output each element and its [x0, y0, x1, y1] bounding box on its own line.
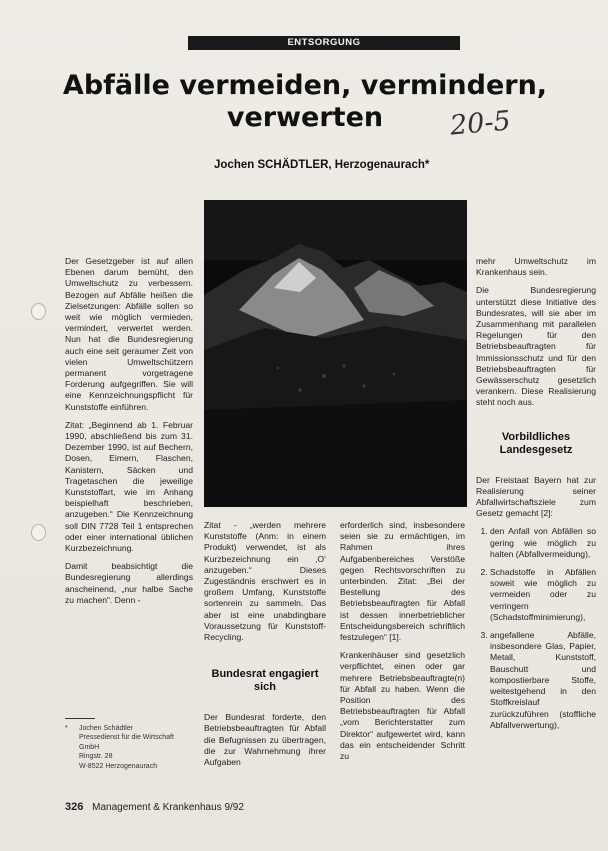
footnote-line: Ringstr. 28: [79, 753, 113, 761]
journal-name: Management & Krankenhaus 9/92: [92, 802, 244, 813]
page-number: 326: [65, 801, 84, 813]
goals-list: [476, 526, 596, 730]
footnote-line: GmbH: [79, 743, 100, 751]
paragraph: Der Freistaat Bayern hat zur Realisierung seiner Abfallwirtschaftsziele zum Gesetz gemacht [2]:: [476, 474, 596, 519]
list-item: 2. Schadstoffe in Abfällen soweit wie möglich zu vermeiden oder zu verringern (Schadstoffminimierung),: [490, 567, 596, 623]
column-1: [65, 256, 193, 613]
author-byline: Jochen SCHÄDTLER, Herzogenaurach*: [214, 159, 430, 171]
page-footer: [65, 801, 244, 813]
mountain-photo: [204, 200, 467, 507]
paragraph: Die Bundesregierung unterstützt diese Initiative des Bundesrates, will sie aber im Zusammenhang mit parallelen Regelungen für den Betriebsbeauftragten für Immissionsschutz und für den Betriebsbeauftragten für Gewässerschutz gesetzlich verankern. Diese Realisierung steht noch aus.: [476, 285, 596, 408]
paragraph: erforderlich sind, insbesondere seien sie zu ermächtigen, im Rahmen ihres Aufgabenbereiches Verstöße gegen Rechtsvorschriften zu unterbinden. Zitat: „Bei der Bestellung des Betriebsbeauftragten für Abfall ist dessen innerbetrieblicher Entscheidungsbereich schriftlich festzulegen“ [1].: [340, 520, 465, 643]
paragraph: Zitat: „Beginnend ab 1. Februar 1990, abschließend bis zum 31. Dezember 1990, ist auf Bechern, Dosen, Eimern, Flaschen, Kanistern, Säcken und Tragetaschen die jeweilige Kunststoffart, wie im Anhang beispielhaft beschrieben, anzugeben.“ Die Kennzeichnung soll DIN 7728 Teil 1 entsprechen oder einer international üblichen Kurzbezeichnung.: [65, 419, 193, 554]
article-title-line1: Abfälle vermeiden, vermindern,: [62, 70, 548, 101]
column-2: [204, 520, 326, 775]
article-title-line2: verwerten: [226, 102, 384, 133]
subheading-landesgesetz: Vorbildliches Landesgesetz: [499, 430, 573, 456]
footnote: [65, 724, 195, 771]
footnote-line: W-8522 Herzogenaurach: [79, 762, 158, 770]
list-item: 3. angefallene Abfälle, insbesondere Glas, Papier, Metall, Kunststoff, Bauschutt und kompostierbare Stoffe, weitestgehend in den Stoffkreislauf zurückzuführen (stoffliche Abfallverwertung),: [490, 630, 596, 731]
footnote-line: Pressedienst für die Wirtschaft: [79, 734, 174, 742]
paragraph: mehr Umweltschutz im Krankenhaus sein.: [476, 256, 596, 278]
footnote-line: Jochen Schädtler: [79, 725, 134, 732]
column-3: [340, 520, 465, 769]
paragraph: Krankenhäuser sind gesetzlich verpflichtet, einen oder gar mehrere Betriebsbeauftragte(n) für Abfall zu haben. Wenn die Position des Betriebsbeauftragten für Abfall „vom Berichterstatter zum Direktor“ aufgewertet wird, kann das ein entscheidender Schritt zu: [340, 650, 465, 762]
punch-hole-top: [31, 303, 46, 320]
punch-hole-bottom: [31, 524, 46, 541]
paragraph: Zitat - „werden mehrere Kunststoffe (Anm: in einem Produkt) verwendet, ist als Kurzbezeichnung ein ‚O‘ anzugeben.“ Dieses Zugeständnis erschwert es in großem Umfang, Kunststoffe sortenrein zu sammeln. Das aber ist eine unabdingbare Voraussetzung für Kunststoff-Recycling.: [204, 520, 326, 643]
footnote-marker: *: [65, 725, 68, 732]
paragraph: Der Bundesrat forderte, den Betriebsbeauftragten für Abfall die Befugnissen zu übertragen, die zur Wahrnehmung ihrer Aufgaben: [204, 712, 326, 768]
handwritten-note: 20-5: [448, 105, 512, 142]
paragraph: Damit beabsichtigt die Bundesregierung allerdings anscheinend, „nur halbe Sache zu machen“. Denn -: [65, 561, 193, 605]
column-4: [476, 256, 596, 738]
list-item: 1. den Anfall von Abfällen so gering wie möglich zu halten (Abfallvermeidung),: [490, 526, 596, 560]
paragraph: Der Gesetzgeber ist auf allen Ebenen darum bemüht, den Umweltschutz zu verbessern. Bezogen auf Abfälle heißen die Zielsetzungen: Abfälle sollen so weit wie möglich vermieden, vermindert, verwertet werden. Nun hat die Bundesregierung auch eine seit geraumer Zeit von vielen Umweltschützern permanent vorgetragene Forderung aufgegriffen. Sie will eine Kennzeichnungspflicht für Kunststoffe einführen.: [65, 256, 193, 412]
subheading-bundesrat: Bundesrat engagiert sich: [211, 668, 319, 694]
footnote-rule: [65, 718, 95, 719]
section-label: ENTSORGUNG: [188, 36, 460, 50]
